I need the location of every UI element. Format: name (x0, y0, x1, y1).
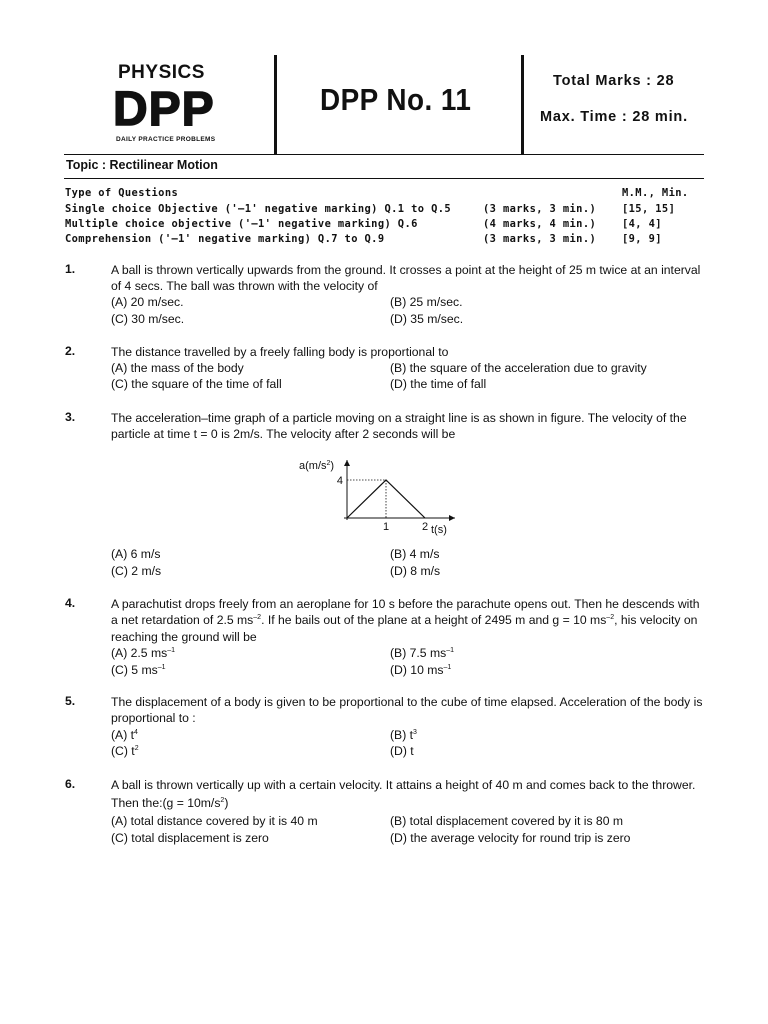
header-divider-left (274, 55, 277, 155)
total-marks: Total Marks : 28 (553, 73, 675, 89)
question-text: A ball is thrown vertically up with a certain velocity. It attains a height of 40 m and comes back to the thrower. (111, 778, 696, 792)
graph-x-label: t(s) (431, 524, 447, 536)
type-row-marks: (3 marks, 3 min.) (483, 203, 597, 215)
option-c: (C) 5 $ms^{-1}$ (111, 663, 166, 677)
question-number: 1. (65, 262, 76, 276)
type-row-marks: (4 marks, 4 min.) (483, 218, 597, 230)
type-row-label: Comprehension ('–1' negative marking) Q.7 to Q.9 (65, 233, 385, 245)
option-d: (D) 8 m/s (390, 564, 441, 578)
graph-y-arrow (344, 460, 350, 466)
question-text: The distance travelled by a freely falling body is proportional to (111, 345, 449, 359)
question-text: The displacement of a body is given to be proportional to the cube of time elapsed. Acceleration of the body is proportional to : (111, 695, 703, 726)
graph-y-label: $a(m/s^2)$ (299, 460, 335, 472)
type-row-mm: [15, 15] (622, 203, 676, 215)
question-number: 6. (65, 777, 76, 791)
option-a: (A) the mass of the body (111, 361, 244, 375)
subject-title: PHYSICS (118, 62, 205, 83)
option-b: (B) 25 m/sec. (390, 295, 463, 309)
question-number: 2. (65, 344, 76, 358)
question-number: 4. (65, 596, 76, 610)
graph-x-tick: 1 (382, 521, 390, 533)
option-d: (D) the average velocity for round trip is zero (390, 831, 631, 845)
topic: Topic : Rectilinear Motion (66, 158, 218, 172)
type-row-label: Multiple choice objective ('–1' negative marking) Q.6 (65, 218, 418, 230)
header-divider-right (521, 55, 524, 155)
option-d: (D) the time of fall (390, 377, 487, 391)
option-c: (C) 2 m/s (111, 564, 162, 578)
option-a: (A) 20 m/sec. (111, 295, 184, 309)
option-d: (D) 35 m/sec. (390, 312, 464, 326)
type-row-mm: [9, 9] (622, 233, 662, 245)
option-c: (C) $t^2$ (111, 744, 139, 758)
type-row-marks: (3 marks, 3 min.) (483, 233, 597, 245)
max-time: Max. Time : 28 min. (540, 109, 688, 125)
dpp-logo: DPP (113, 83, 215, 136)
option-b: (B) the square of the acceleration due to gravity (390, 361, 647, 375)
option-a: (A) 2.5 $ms^{-1}$ (111, 646, 176, 660)
option-b: (B) 7.5 $ms^{-1}$ (390, 646, 455, 660)
question-text: The acceleration–time graph of a particle moving on a straight line is as shown in figure. The velocity of the particle at time t = 0 is 2m/s. The velocity after 2 seconds will be (111, 411, 687, 442)
type-row-label: Single choice Objective ('–1' negative marking) Q.1 to Q.5 (65, 203, 452, 215)
option-c: (C) total displacement is zero (111, 831, 269, 845)
mm-header: M.M., Min. (622, 187, 689, 199)
option-b: (B) $t^3$ (390, 728, 417, 742)
header-rule (64, 154, 704, 155)
option-b: (B) total displacement covered by it is 80 m (390, 814, 624, 828)
topic-rule (64, 178, 704, 179)
acceleration-time-graph (290, 452, 470, 537)
option-c: (C) the square of the time of fall (111, 377, 282, 391)
types-header: Type of Questions (65, 187, 179, 199)
question-text-line2: Then the:(g = $10m/s^2$) (111, 796, 229, 810)
graph-x-arrow (449, 515, 455, 521)
graph-y-tick: 4 (336, 475, 343, 487)
option-a: (A) 6 m/s (111, 547, 161, 561)
question-text: A parachutist drops freely from an aeroplane for 10 s before the parachute opens out. Then he descends with a net retardation of 2.5 $ms^{-2}$. If he bails out of the plane at a height of 2495 m and g = 10 $ms^{-2}$, his velocity on reaching the ground will be (111, 597, 700, 644)
dpp-number: DPP No. 11 (320, 82, 472, 117)
dpp-logo-subtitle: DAILY PRACTICE PROBLEMS (116, 136, 216, 143)
option-b: (B) 4 m/s (390, 547, 440, 561)
question-number: 5. (65, 694, 76, 708)
type-row-mm: [4, 4] (622, 218, 662, 230)
option-a: (A) total distance covered by it is 40 m (111, 814, 318, 828)
question-number: 3. (65, 410, 76, 424)
option-a: (A) $t^4$ (111, 728, 138, 742)
graph-x-tick: 2 (421, 521, 429, 533)
option-c: (C) 30 m/sec. (111, 312, 185, 326)
option-d: (D) 10 $ms^{-1}$ (390, 663, 452, 677)
option-d: (D) t (390, 744, 414, 758)
question-text: A ball is thrown vertically upwards from the ground. It crosses a point at the height of 25 m twice at an interval of 4 secs. The ball was thrown with the velocity of (111, 263, 701, 294)
